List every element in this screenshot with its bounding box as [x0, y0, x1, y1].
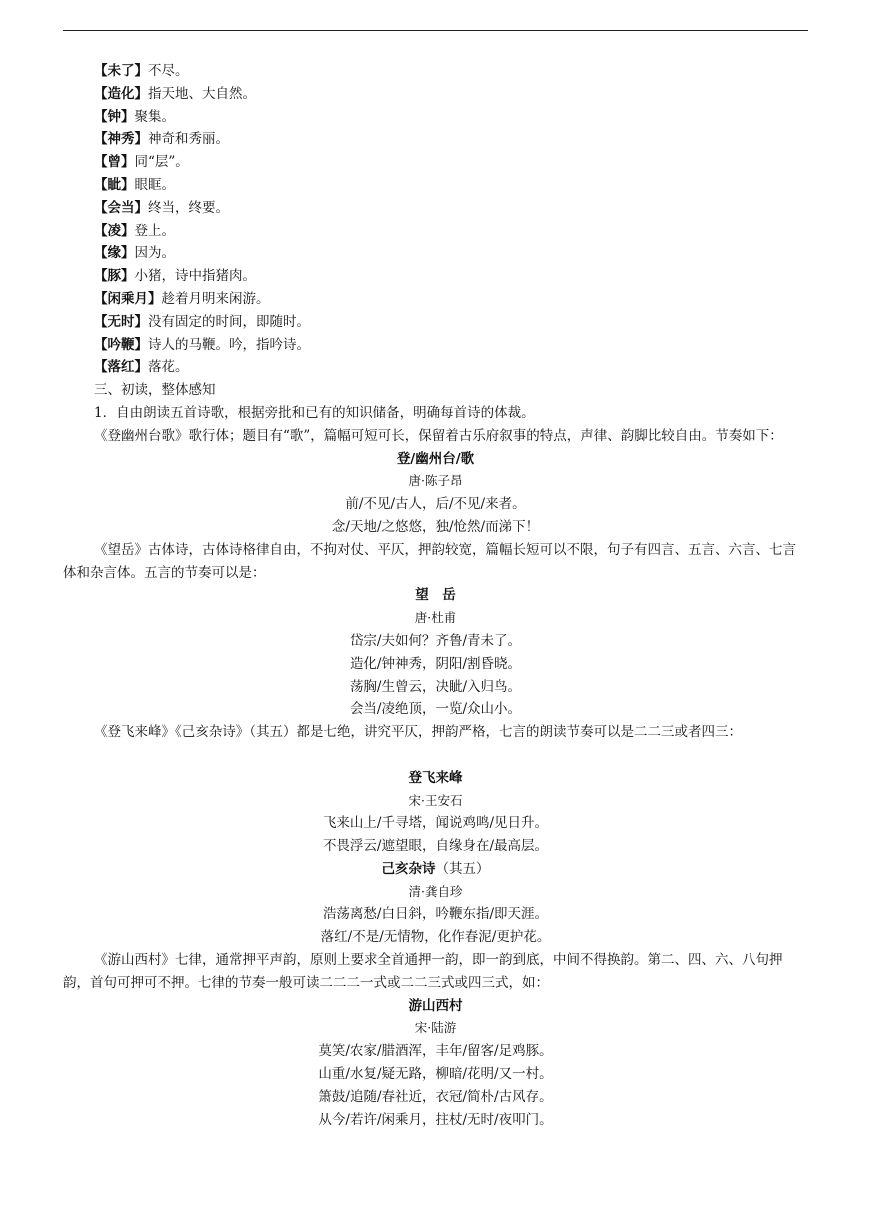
glossary-item — [63, 242, 808, 265]
bracket-open: 【 — [94, 199, 108, 216]
poem-author-youshanxicun: 宋·陆游 — [414, 1020, 457, 1036]
glossary-definition: 因为。 — [134, 245, 175, 262]
glossary-term: 缘 — [107, 245, 121, 262]
bracket-open: 【 — [94, 268, 108, 285]
glossary-term: 会当 — [107, 199, 135, 216]
glossary-definition: 神奇和秀丽。 — [148, 131, 229, 148]
bracket-open: 【 — [94, 108, 108, 125]
poem-title-text: 己亥杂诗 — [381, 860, 436, 877]
bracket-open: 【 — [94, 313, 108, 330]
glossary-definition: 落花。 — [148, 359, 189, 376]
glossary-term: 造化 — [107, 85, 135, 102]
glossary-item — [63, 265, 808, 288]
poem-author-jihaizashi: 清·龚自珍 — [408, 883, 463, 899]
glossary-term: 闲乘月 — [107, 290, 148, 307]
glossary-definition: 眼眶。 — [134, 176, 175, 193]
glossary-item — [63, 220, 808, 243]
bracket-open: 【 — [94, 176, 108, 193]
bracket-open: 【 — [94, 336, 108, 353]
poem-line: 会当/凌绝顶，一览/众山小。 — [349, 701, 522, 718]
glossary-item — [63, 288, 808, 311]
glossary-term: 钟 — [107, 108, 121, 125]
poem-line: 岱宗/夫如何？齐鲁/青未了。 — [349, 632, 522, 649]
poem-title-dengyouzhou: 登/幽州台/歌 — [396, 450, 475, 467]
glossary-definition: 同“层”。 — [134, 154, 189, 171]
glossary-term: 神秀 — [107, 131, 135, 148]
glossary-definition: 诗人的马鞭。吟，指吟诗。 — [148, 336, 310, 353]
glossary-term: 凌 — [107, 222, 121, 239]
bracket-close: 】 — [134, 131, 148, 148]
blank-line — [63, 744, 808, 767]
glossary-definition: 小猪，诗中指猪肉。 — [134, 268, 256, 285]
bracket-open: 【 — [94, 222, 108, 239]
poem-author-wangyue: 唐·杜甫 — [414, 610, 457, 626]
glossary-definition: 趁着月明来闲游。 — [161, 290, 270, 307]
glossary-list — [63, 60, 808, 379]
glossary-term: 落红 — [107, 359, 135, 376]
poem-author-dengyouzhou: 唐·陈子昂 — [408, 473, 463, 489]
header-rule — [63, 30, 808, 31]
glossary-term: 豚 — [107, 268, 121, 285]
bracket-close: 】 — [134, 63, 148, 79]
poem-line: 从今/若许/闲乘月，拄杖/无时/夜叩门。 — [318, 1111, 553, 1128]
bracket-open: 【 — [94, 85, 108, 102]
poem-title-youshanxicun: 游山西村 — [408, 997, 463, 1014]
paragraph-qijue: 《登飞来峰》《己亥杂诗》（其五）都是七绝，讲究平仄，押韵严格，七言的朗读节奏可以是二二三或者四三： — [94, 724, 742, 741]
poem-line: 箫鼓/追随/春社近，衣冠/简朴/古风存。 — [318, 1088, 553, 1105]
glossary-term: 吟鞭 — [107, 336, 135, 353]
poem-line: 浩荡离愁/白日斜，吟鞭东指/即天涯。 — [322, 906, 549, 923]
bracket-close: 】 — [134, 359, 148, 376]
glossary-term: 无时 — [107, 313, 135, 330]
poem-title-suffix: （其五） — [435, 860, 490, 877]
bracket-open: 【 — [94, 359, 108, 376]
bracket-close: 】 — [121, 176, 135, 193]
glossary-definition: 终当，终要。 — [148, 199, 229, 216]
section-heading: 三、初读，整体感知 — [94, 382, 216, 399]
bracket-open: 【 — [94, 245, 108, 262]
poem-line: 莫笑/农家/腊酒浑，丰年/留客/足鸡豚。 — [318, 1043, 553, 1060]
glossary-definition: 登上。 — [134, 222, 175, 239]
poem-line: 前/不见/古人，后/不见/来者。 — [345, 496, 526, 513]
bracket-open: 【 — [94, 63, 108, 79]
paragraph-wangyue: 《望岳》古体诗，古体诗格律自由，不拘对仗、平仄，押韵较宽，篇幅长短可以不限，句子有四言、五言、六言、七言体和杂言体。五言的节奏可以是： — [63, 541, 796, 581]
glossary-item — [63, 151, 808, 174]
paragraph-dengyouzhou: 《登幽州台歌》歌行体；题目有“歌”，篇幅可短可长，保留着古乐府叙事的特点，声律、韵脚比较自由。节奏如下： — [94, 427, 783, 444]
glossary-definition: 指天地、大自然。 — [148, 85, 256, 102]
glossary-item — [63, 197, 808, 220]
bracket-close: 】 — [121, 154, 135, 171]
bracket-close: 】 — [134, 313, 148, 330]
paragraph-youshanxicun: 《游山西村》七律，通常押平声韵，原则上要求全首通押一韵，即一韵到底，中间不得换韵。第二、四、六、八句押韵，首句可押可不押。七律的节奏一般可读二二二一式或二二三式或四三式，如： — [63, 952, 783, 991]
glossary-item — [63, 106, 808, 129]
poem-line: 飞来山上/千寻塔，闻说鸡鸣/见日升。 — [322, 815, 549, 832]
poem-title-jihaizashi — [63, 858, 808, 881]
glossary-item — [63, 174, 808, 197]
bracket-close: 】 — [121, 222, 135, 239]
glossary-term: 眦 — [107, 176, 121, 193]
bracket-close: 】 — [134, 199, 148, 216]
bracket-open: 【 — [94, 290, 108, 307]
glossary-term: 未了 — [107, 63, 135, 79]
bracket-close: 】 — [134, 85, 148, 102]
poem-line: 造化/钟神秀，阴阳/割昏晓。 — [349, 655, 522, 672]
glossary-definition: 不尽。 — [148, 63, 189, 79]
poem-line: 荡胸/生曾云，决眦/入归鸟。 — [349, 678, 522, 695]
glossary-term: 曾 — [107, 154, 121, 171]
glossary-item — [63, 311, 808, 334]
bracket-close: 】 — [121, 268, 135, 285]
poem-line: 山重/水复/疑无路，柳暗/花明/又一村。 — [318, 1066, 553, 1083]
bracket-close: 】 — [148, 290, 162, 307]
glossary-item — [63, 128, 808, 151]
document-page — [63, 60, 808, 1131]
bracket-open: 【 — [94, 154, 108, 171]
poem-author-dengfeilaifeng: 宋·王安石 — [408, 792, 463, 808]
glossary-definition: 没有固定的时间，即随时。 — [148, 313, 310, 330]
poem-line: 不畏浮云/遮望眼，自缘身在/最高层。 — [322, 838, 549, 855]
poem-line: 念/天地/之悠悠，独/怆然/而涕下！ — [331, 518, 540, 535]
poem-line: 落红/不是/无情物，化作春泥/更护花。 — [320, 929, 551, 946]
glossary-definition: 聚集。 — [134, 108, 175, 125]
bracket-open: 【 — [94, 131, 108, 148]
poem-title-wangyue: 望 岳 — [415, 587, 456, 604]
glossary-item — [63, 60, 808, 83]
bracket-close: 】 — [134, 336, 148, 353]
bracket-close: 】 — [121, 245, 135, 262]
glossary-item — [63, 334, 808, 357]
glossary-item — [63, 356, 808, 379]
glossary-item — [63, 83, 808, 106]
poem-title-dengfeilaifeng: 登飞来峰 — [408, 769, 463, 786]
task-1: 1．自由朗读五首诗歌，根据旁批和已有的知识储备，明确每首诗的体裁。 — [94, 404, 535, 421]
bracket-close: 】 — [121, 108, 135, 125]
